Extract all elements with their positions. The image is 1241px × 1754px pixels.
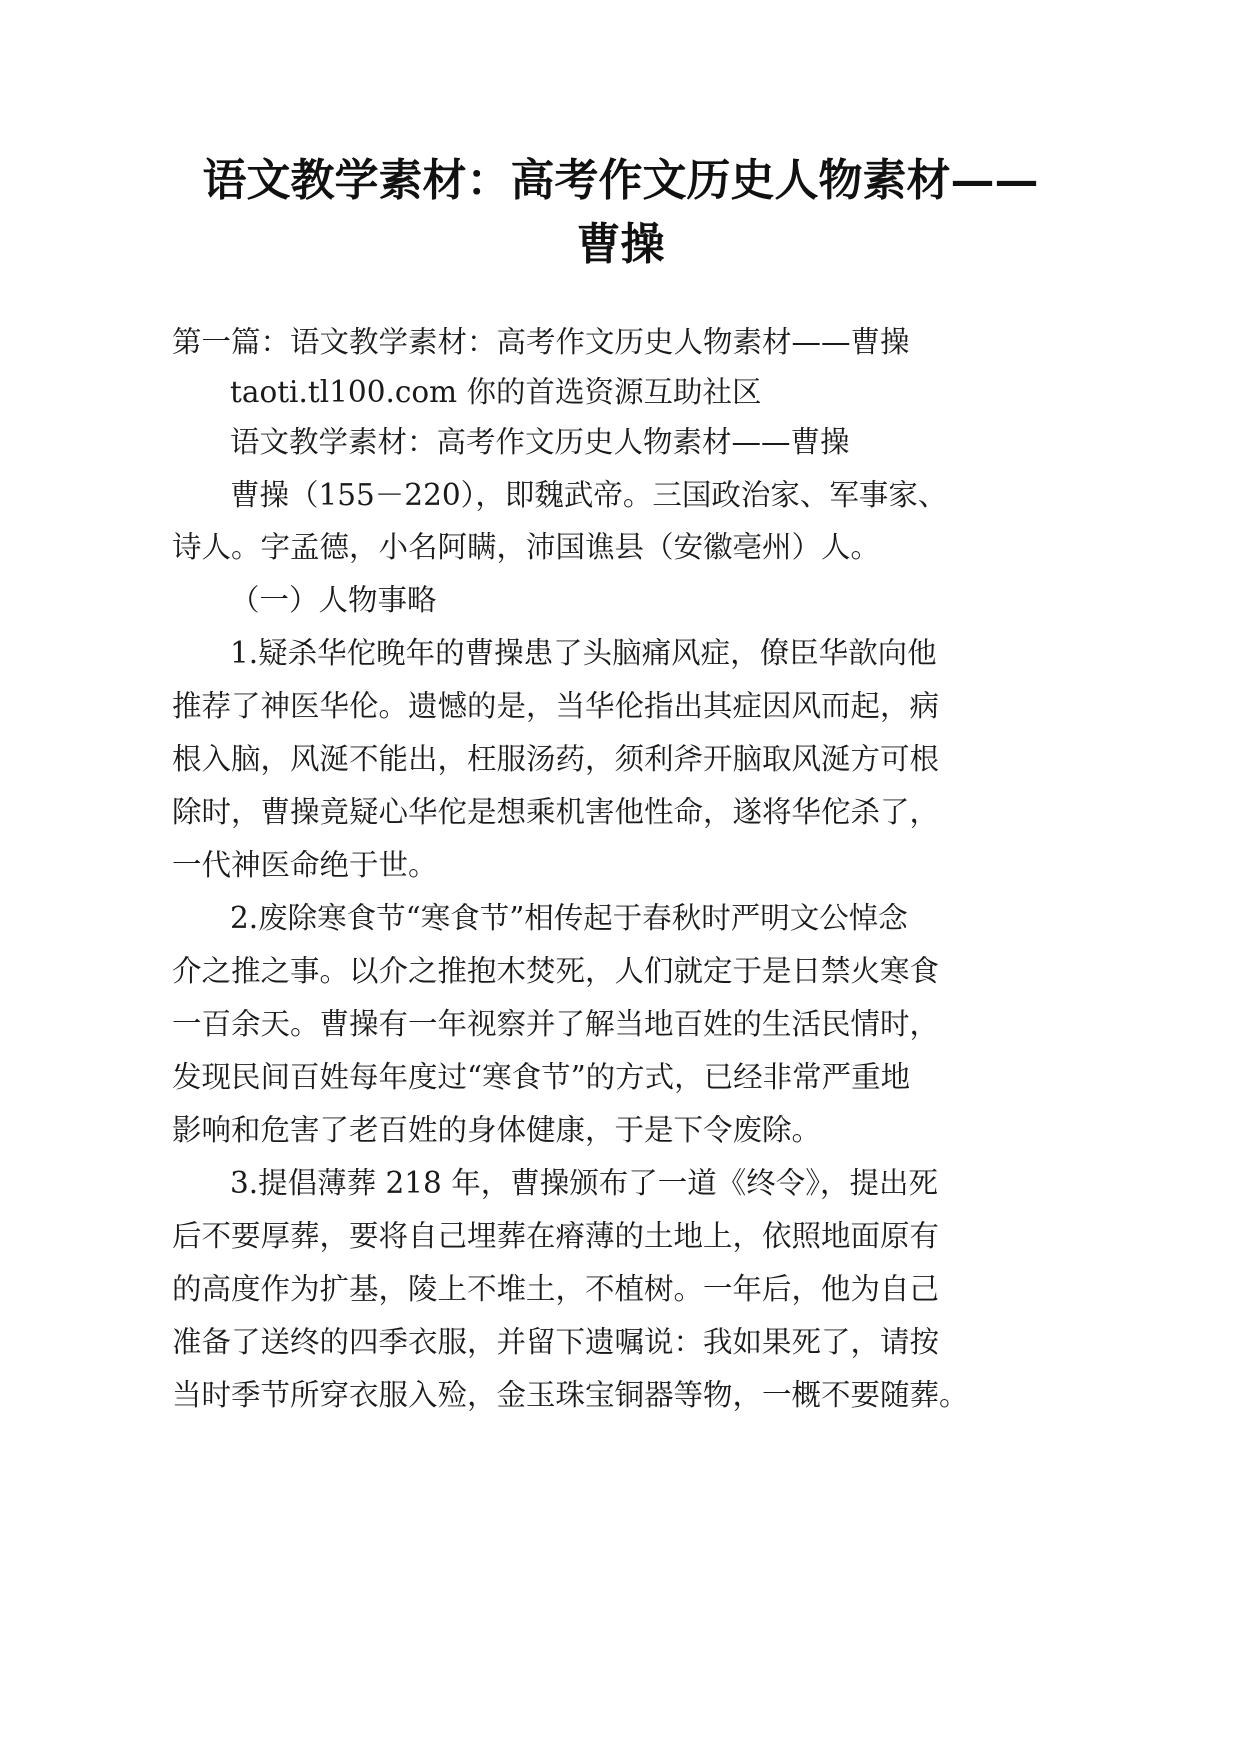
body-line: 曹操（155－220），即魏武帝。三国政治家、军事家、 — [230, 478, 948, 512]
document-title-line-2: 曹操 — [576, 219, 665, 270]
body-line: 后不要厚葬，要将自己埋葬在瘠薄的土地上，依照地面原有 — [172, 1219, 940, 1253]
body-line: 的高度作为扩基，陵上不堆土，不植树。一年后，他为自己 — [172, 1272, 940, 1306]
body-line: 一百余天。曹操有一年视察并了解当地百姓的生活民情时， — [172, 1007, 940, 1041]
body-line: 介之推之事。以介之推抱木焚死，人们就定于是日禁火寒食 — [172, 954, 940, 988]
body-line: 除时，曹操竟疑心华佗是想乘机害他性命，遂将华佗杀了， — [172, 795, 940, 829]
section-heading: （一）人物事略 — [230, 583, 437, 617]
body-line: 一代神医命绝于世。 — [172, 848, 438, 882]
body-line: 3.提倡薄葬 218 年，曹操颁布了一道《终令》，提出死 — [230, 1166, 938, 1200]
body-line: 诗人。字孟德，小名阿瞒，沛国谯县（安徽亳州）人。 — [172, 530, 881, 564]
body-line: 当时季节所穿衣服入殓，金玉珠宝铜器等物，一概不要随葬。 — [172, 1378, 969, 1412]
body-line: 准备了送终的四季衣服，并留下遗嘱说：我如果死了，请按 — [172, 1325, 940, 1359]
body-line: 影响和危害了老百姓的身体健康，于是下令废除。 — [172, 1113, 822, 1147]
subtitle-line: 语文教学素材：高考作文历史人物素材——曹操 — [230, 425, 850, 459]
source-line: taoti.tl100.com 你的首选资源互助社区 — [230, 375, 762, 409]
body-line: 发现民间百姓每年度过“寒食节”的方式，已经非常严重地 — [172, 1060, 911, 1094]
body-line: 根入脑，风涎不能出，枉服汤药，须利斧开脑取风涎方可根 — [172, 742, 940, 776]
body-line: 1.疑杀华佗晚年的曹操患了头脑痛风症，僚臣华歆向他 — [230, 636, 937, 670]
article-heading: 第一篇：语文教学素材：高考作文历史人物素材——曹操 — [172, 325, 910, 359]
body-line: 2.废除寒食节“寒食节”相传起于春秋时严明文公悼念 — [230, 901, 908, 935]
document-title-line-1: 语文教学素材：高考作文历史人物素材—— — [202, 155, 1039, 206]
body-line: 推荐了神医华伦。遗憾的是，当华伦指出其症因风而起，病 — [172, 689, 940, 723]
